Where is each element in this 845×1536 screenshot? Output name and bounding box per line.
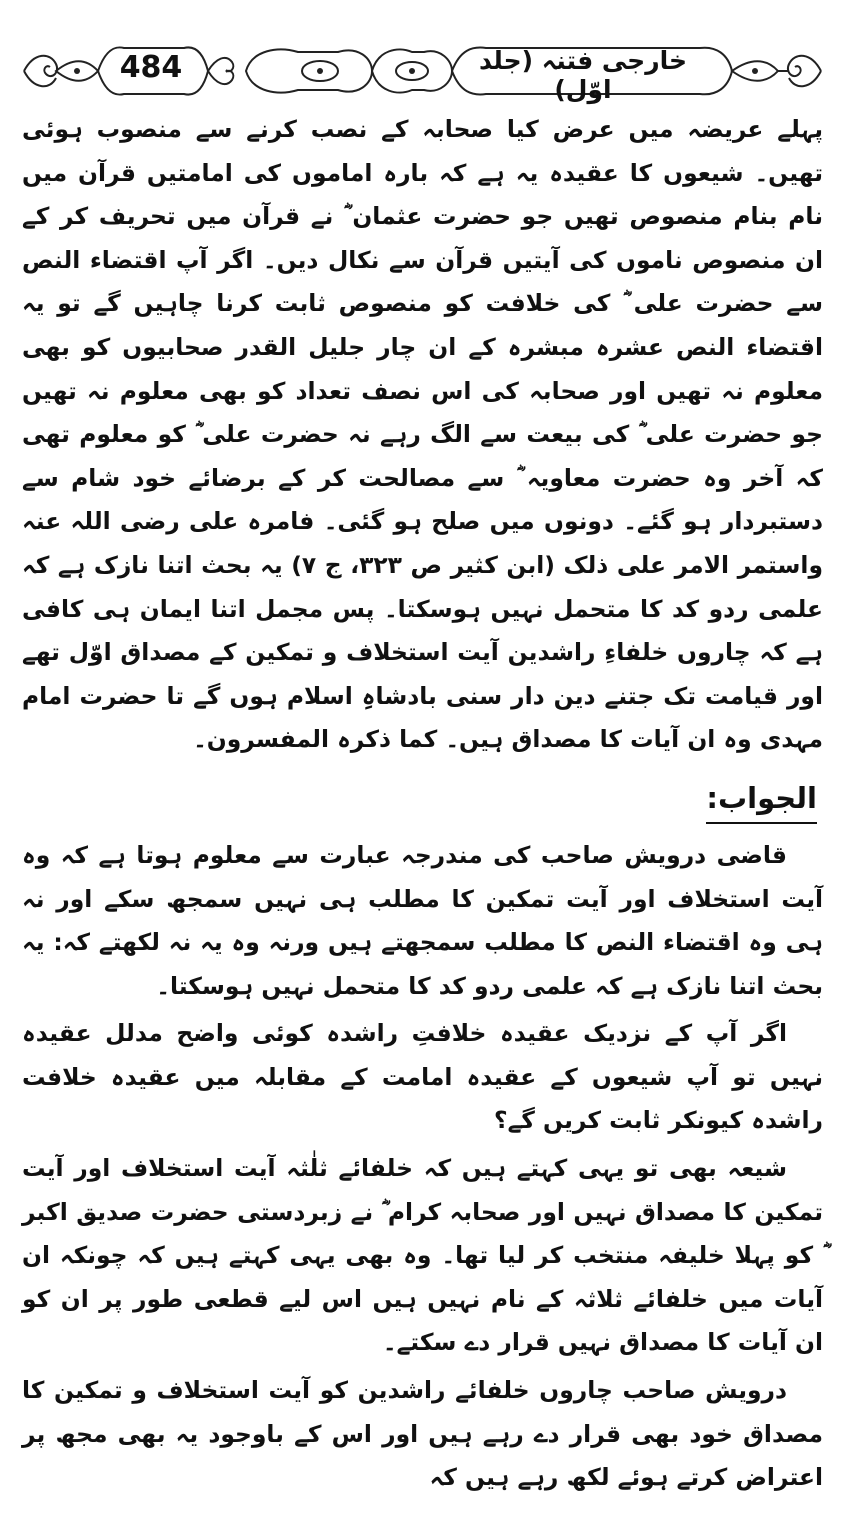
answer-paragraph-3: شیعہ بھی تو یہی کہتے ہیں کہ خلفائے ثلٰثہ آیت استخلاف اور آیت تمکین کا مصداق نہیں اور صحابہ کرام ؓ نے زبردستی حضرت صدیق اکبر ؓ کو پہلا خلیفہ منتخب کر لیا تھا۔ وہ بھی یہی کہتے ہیں کہ چونکہ ان آیات میں خلفائے ثلاثہ کے نام نہیں ہیں اس لیے قطعی طور پر ان کو ان آیات کا مصداق نہیں قرار دے سکتے۔	[22, 1154, 823, 1357]
page-number: 484	[119, 50, 183, 85]
running-title: خارجی فتنہ (جلد اوّل)	[478, 46, 688, 104]
answer-heading: الجواب:	[706, 776, 817, 824]
page-header	[20, 40, 825, 102]
answer-paragraph-4: درویش صاحب چاروں خلفائے راشدین کو آیت استخلاف و تمکین کا مصداق خود بھی قرار دے رہے ہیں اور اس کے باوجود یہ بھی مجھ پر اعتراض کرتے ہوئے لکھ رہے ہیں کہ	[22, 1376, 823, 1492]
answer-paragraph-2: اگر آپ کے نزدیک عقیدہ خلافتِ راشدہ کوئی واضح مدلل عقیدہ نہیں تو آپ شیعوں کے عقیدہ امامت کے مقابلہ میں عقیدہ خلافت راشدہ کیونکر ثابت کریں گے؟	[22, 1019, 823, 1135]
page-body	[22, 108, 823, 1500]
answer-paragraph-1: قاضی درویش صاحب کی مندرجہ عبارت سے معلوم ہوتا ہے کہ وہ آیت استخلاف اور آیت تمکین کا مطلب ہی نہیں سمجھ سکے اور نہ ہی وہ اقتضاء النص کا مطلب سمجھتے ہیں ورنہ وہ یہ نہ لکھتے کہ: یہ بحث اتنا نازک ہے کہ علمی ردو کد کا متحمل نہیں ہوسکتا۔	[22, 840, 823, 1000]
body-paragraph: پہلے عریضہ میں عرض کیا صحابہ کے نصب کرنے سے منصوب ہوئی تھیں۔ شیعوں کا عقیدہ یہ ہے کہ بارہ اماموں کی امامتیں قرآن میں نام بنام منصوص تھیں جو حضرت عثمان ؓ نے قرآن میں تحریف کر کے ان منصوص ناموں کی آیتیں قرآن سے نکال دیں۔ اگر آپ اقتضاء النص سے حضرت علی ؓ کی خلافت کو منصوص ثابت کرنا چاہیں گے تو یہ اقتضاء النص عشرہ مبشرہ کے ان چار جلیل القدر صحابیوں کو بھی معلوم نہ تھیں اور صحابہ کی اس نصف تعداد کو بھی معلوم نہ تھیں جو حضرت علی ؓ کی بیعت سے الگ رہے نہ حضرت علی ؓ کو معلوم تھی کہ آخر وہ حضرت معاویہ ؓ سے مصالحت کر کے برضائے خود شام سے دستبردار ہو گئے۔ دونوں میں صلح ہو گئی۔ فامرہ علی رضی اللہ عنہ واستمر الامر علی ذلک (ابن کثیر ص ۳۲۳، ج ۷) یہ بحث اتنا نازک ہے کہ علمی ردو کد کا متحمل نہیں ہوسکتا۔ پس مجمل اتنا ایمان ہی کافی ہے کہ چاروں خلفاءِ راشدین آیت استخلاف و تمکین کے مصداق اوّل تھے اور قیامت تک جتنے دین دار سنی بادشاہِ اسلام ہوں گے تا حضرت امام مہدی وہ ان آیات کا مصداق ہیں۔ کما ذکرہ المفسرون۔	[22, 115, 823, 754]
